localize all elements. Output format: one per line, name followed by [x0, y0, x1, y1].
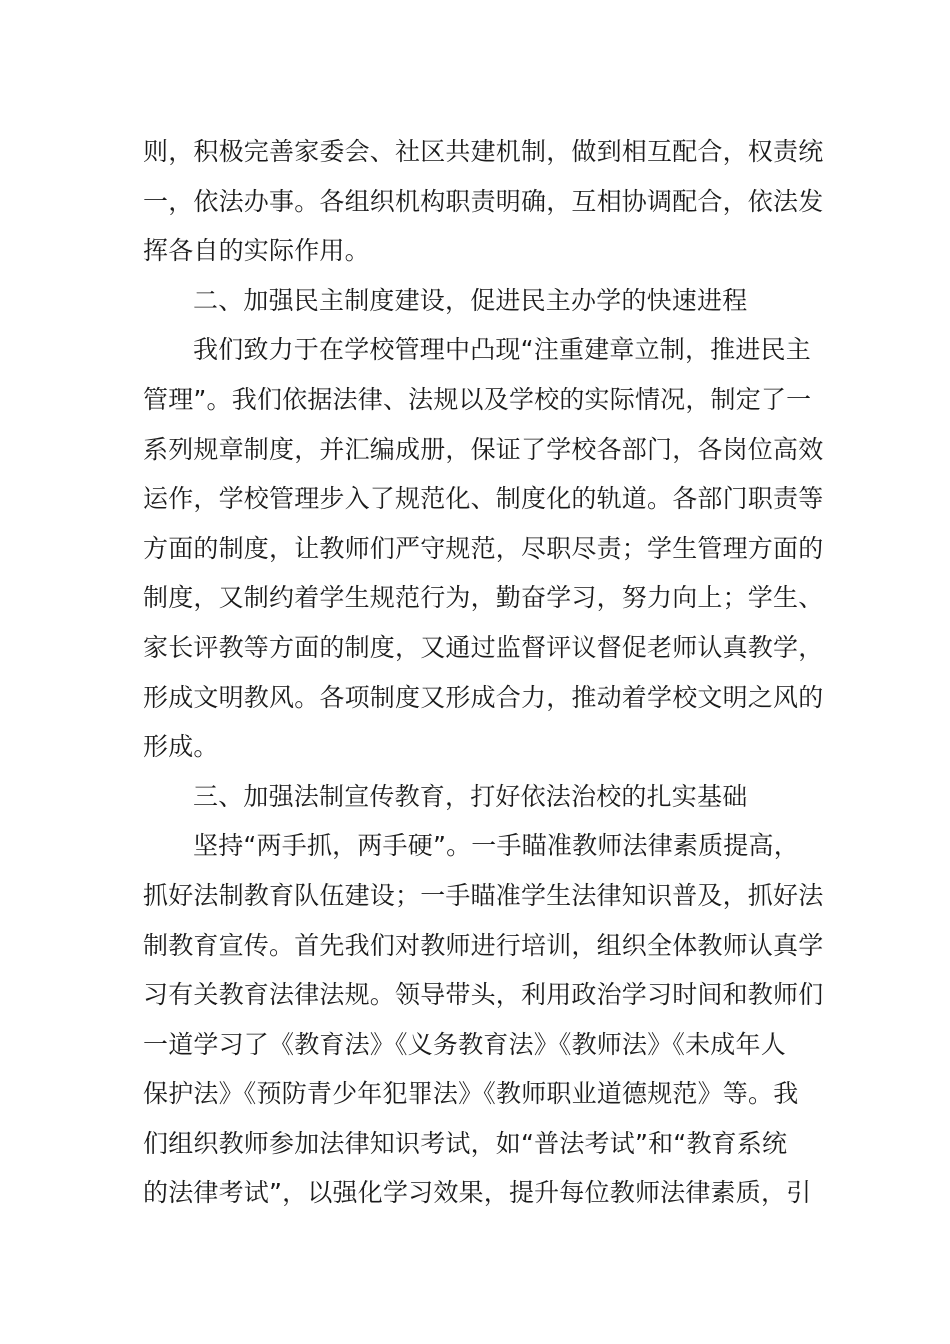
- text-line: 则，积极完善家委会、社区共建机制，做到相互配合，权责统: [143, 137, 824, 166]
- text-line: 二、加强民主制度建设，促进民主办学的快速进程: [193, 285, 748, 315]
- text-line: 坚持“两手抓，两手硬”。一手瞄准教师法律素质提高，: [193, 831, 799, 861]
- text-line: 系列规章制度，并汇编成册，保证了学校各部门，各岗位高效: [143, 434, 824, 464]
- text-line: 挥各自的实际作用。: [143, 236, 370, 266]
- text-line: 运作，学校管理步入了规范化、制度化的轨道。各部门职责等: [143, 484, 824, 514]
- text-line: 形成文明教风。各项制度又形成合力，推动着学校文明之风的: [143, 682, 824, 712]
- text-line: 制教育宣传。首先我们对教师进行培训，组织全体教师认真学: [143, 930, 824, 960]
- text-line: 制度，又制约着学生规范行为，勤奋学习，努力向上；学生、: [143, 583, 824, 613]
- text-line: 家长评教等方面的制度，又通过监督评议督促老师认真教学，: [143, 632, 824, 662]
- text-line: 保护法》《预防青少年犯罪法》《教师职业道德规范》等。我: [143, 1079, 799, 1109]
- text-line: 管理”。我们依据法律、法规以及学校的实际情况，制定了一: [143, 384, 812, 414]
- text-line: 形成。: [143, 732, 219, 762]
- text-line: 抓好法制教育队伍建设；一手瞄准学生法律知识普及，抓好法: [143, 880, 824, 910]
- body-text: [143, 127, 824, 1218]
- text-line: 一道学习了《教育法》《义务教育法》《教师法》《未成年人: [143, 1029, 786, 1059]
- text-line: 三、加强法制宣传教育，打好依法治校的扎实基础: [193, 781, 748, 811]
- text-line: 一，依法办事。各组织机构职责明确，互相协调配合，依法发: [143, 186, 824, 216]
- text-line: 习有关教育法律法规。领导带头，利用政治学习时间和教师们: [143, 980, 824, 1010]
- text-line: 们组织教师参加法律知识考试，如“普法考试”和“教育系统: [143, 1128, 788, 1158]
- text-line: 我们致力于在学校管理中凸现“注重建章立制，推进民主: [193, 335, 811, 365]
- text-line: 的法律考试”，以强化学习效果，提升每位教师法律素质，引: [143, 1178, 812, 1208]
- text-line: 方面的制度，让教师们严守规范，尽职尽责；学生管理方面的: [143, 533, 824, 563]
